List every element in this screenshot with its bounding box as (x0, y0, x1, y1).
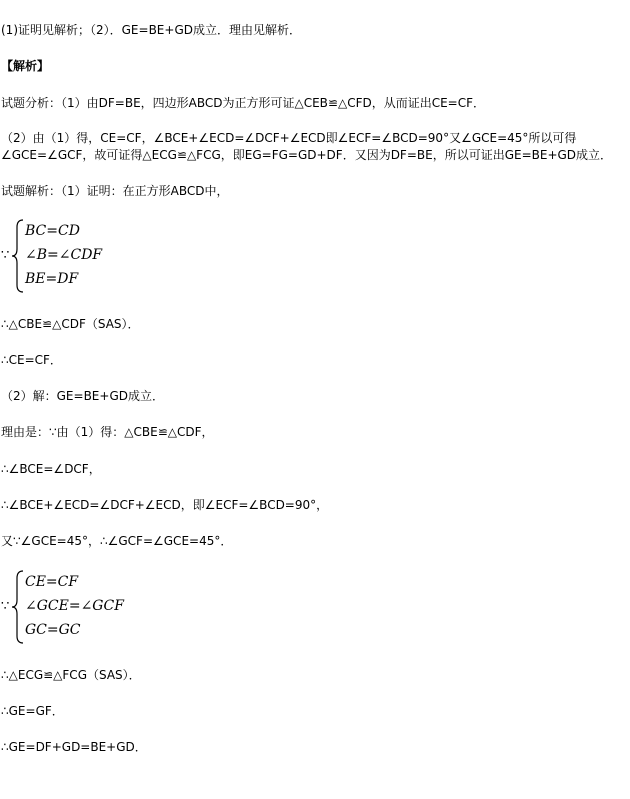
system-1-line-3: BE=DF (25, 271, 79, 287)
conclusion-1b: ∴CE=CF． (1, 353, 62, 367)
hint-part-1: 试题分析：（1）由DF=BE，四边形ABCD为正方形可证△CEB≌△CFD，从而证出CE=CF． (1, 96, 486, 110)
left-brace-icon (11, 219, 25, 293)
hint-part-2-line-1: （2）由（1）得，CE=CF，∠BCE+∠ECD=∠DCF+∠ECD即∠ECF=∠BCD=90°又∠GCE=45°所以可得 (1, 131, 577, 145)
proof-intro: 试题解析：（1）证明：在正方形ABCD中， (1, 184, 229, 198)
answer-line: (1)证明见解析；（2）．GE=BE+GD成立．理由见解析． (1, 23, 301, 37)
conclusion-2c: ∴GE=DF+GD=BE+GD． (1, 740, 147, 754)
part-2-reason: 理由是：∵由（1）得：△CBE≌△CDF， (1, 425, 214, 439)
conclusion-2a: ∴△ECG≌△FCG（SAS）． (1, 668, 141, 682)
left-brace-icon (11, 570, 25, 644)
system-1-line-2: ∠B=∠CDF (25, 247, 103, 263)
step-c: 又∵∠GCE=45°，∴∠GCF=∠GCE=45°． (1, 534, 233, 548)
hint-part-2-line-2: ∠GCE=∠GCF，故可证得△ECG≌△FCG，即EG=FG=GD+DF．又因为DF=BE，所以可证出GE=BE+GD成立． (1, 148, 613, 162)
analysis-heading: 【解析】 (1, 59, 50, 73)
because-symbol: ∵ (1, 248, 10, 263)
system-2-line-2: ∠GCE=∠GCF (25, 598, 124, 614)
step-a: ∴∠BCE=∠DCF， (1, 462, 101, 476)
conclusion-1a: ∴△CBE≌△CDF（SAS）． (1, 317, 140, 331)
conclusion-2b: ∴GE=GF． (1, 704, 64, 718)
part-2-intro: （2）解：GE=BE+GD成立． (1, 389, 164, 403)
system-2-line-1: CE=CF (25, 574, 79, 590)
because-symbol: ∵ (1, 599, 10, 614)
step-b: ∴∠BCE+∠ECD=∠DCF+∠ECD，即∠ECF=∠BCD=90°， (1, 498, 329, 512)
system-2-line-3: GC=GC (25, 622, 81, 638)
system-1-line-1: BC=CD (25, 223, 80, 239)
